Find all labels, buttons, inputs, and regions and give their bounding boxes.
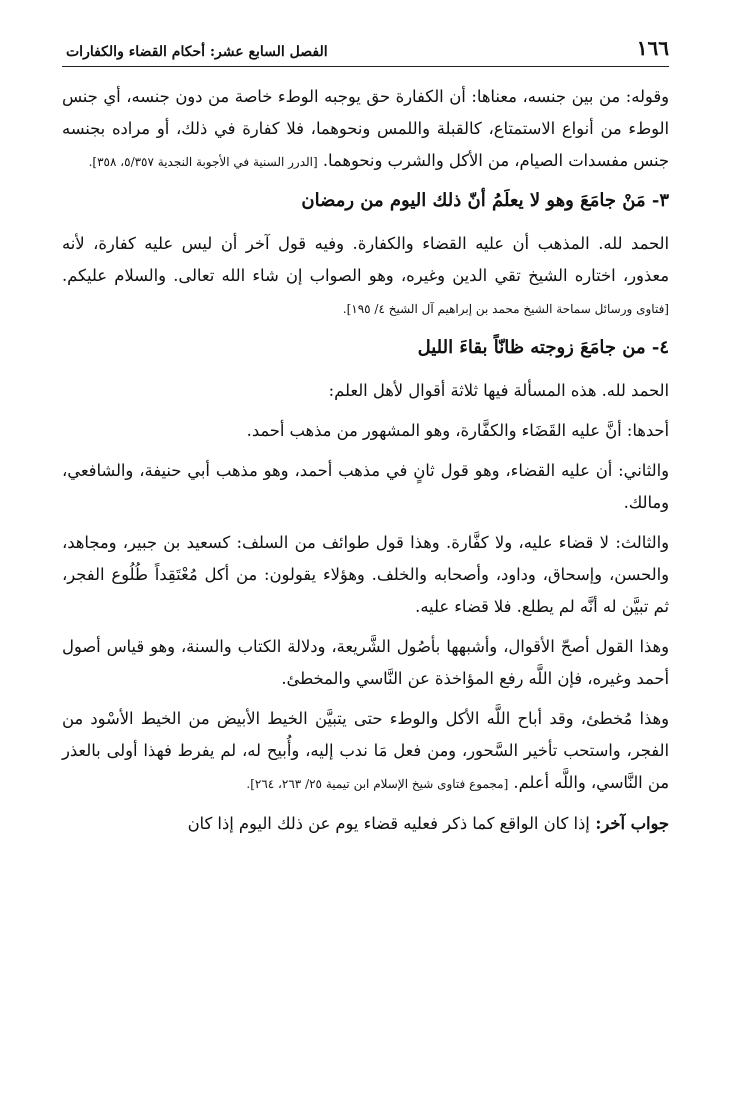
page-number: ١٦٦ [636,36,669,60]
intro-paragraph [62,81,669,178]
section4-paragraph-2: أحدها: أنَّ عليه القَضَاء والكفَّارة، وهو المشهور من مذهب أحمد. [246,421,669,440]
section4-paragraph-3: والثاني: أن عليه القضاء، وهو قول ثانٍ في مذهب أحمد، وهو مذهب أبي حنيفة، والشافعي، ومالك. [62,461,669,512]
section4-heading: ٤- من جامَعَ زوجته ظانّاً بقاءَ الليل [417,337,669,358]
section3-heading: ٣- مَنْ جامَعَ وهو لا يعلَمُ أنّ ذلك اليوم من رمضان [301,190,669,211]
section4-paragraph-6-reference: [مجموع فتاوى شيخ الإسلام ابن تيمية ٢٥/ ٢٦٣، ٢٦٤]. [246,777,509,791]
section4-paragraph-6 [62,703,669,800]
section4-paragraph-5: وهذا القول أصحّ الأقوال، وأشبهها بأصُول الشَّريعة، ودلالة الكتاب والسنة، وهو قياس أصول أحمد وغيره، فإن اللَّه رفع المؤاخذة عن النَّاسي والمخطئ. [62,637,669,688]
intro-text: وقوله: من بين جنسه، معناها: أن الكفارة حق يوجبه الوطء خاصة من دون جنسه، أي جنس الوطء من أنواع الاستمتاع، كالقبلة واللمس ونحوهما، فلا كفارة في ذلك، أو مراده بجنسه جنس مفسدات الصيام، من الأكل والشرب ونحوهما. [62,87,669,170]
section4-paragraph-4: والثالث: لا قضاء عليه، ولا كفَّارة. وهذا قول طوائف من السلف: كسعيد بن جبير، ومجاهد، والحسن، وإسحاق، وداود، وأصحابه والخلف. وهؤلاء يقولون: من أكل مُعْتَقِداً طُلُوع الفجر، ثم تبيَّن له أنَّه لم يطلع. فلا قضاء عليه. [62,533,669,616]
section4-paragraph-6-text: وهذا مُخطئ، وقد أباح اللَّه الأكل والوطء حتى يتبيَّن الخيط الأبيض من الخيط الأسْود من الفجر، واستحب تأخير السَّحور، ومن فعل مَا ندب إليه، وأُبيح له، لم يفرط فهذا أولى بالعذر من النَّاسي، واللَّه أعلم. [62,709,669,792]
section3-text: الحمد لله. المذهب أن عليه القضاء والكفارة. وفيه قول آخر أن ليس عليه كفارة، لأنه معذور، اختاره الشيخ تقي الدين وغيره، وهو الصواب إن شاء الله تعالى. والسلام عليكم. [62,234,669,285]
section4-paragraph-1: الحمد لله. هذه المسألة فيها ثلاثة أقوال لأهل العلم: [328,381,669,400]
section3-paragraph [62,228,669,325]
section4-paragraph-7 [62,808,669,840]
page-header [62,36,669,67]
section4-paragraph-7-lead: جواب آخر: [589,814,669,833]
section4-paragraph-7-text: إذا كان الواقع كما ذكر فعليه قضاء يوم عن ذلك اليوم إذا كان [187,814,590,833]
running-title: الفصل السابع عشر: أحكام القضاء والكفارات [66,44,328,60]
intro-reference: [الدرر السنية في الأجوبة النجدية ٥/٣٥٧، ٣٥٨]. [88,155,318,169]
section3-reference: [فتاوى ورسائل سماحة الشيخ محمد بن إبراهيم آل الشيخ ٤/ ١٩٥]. [342,302,669,316]
